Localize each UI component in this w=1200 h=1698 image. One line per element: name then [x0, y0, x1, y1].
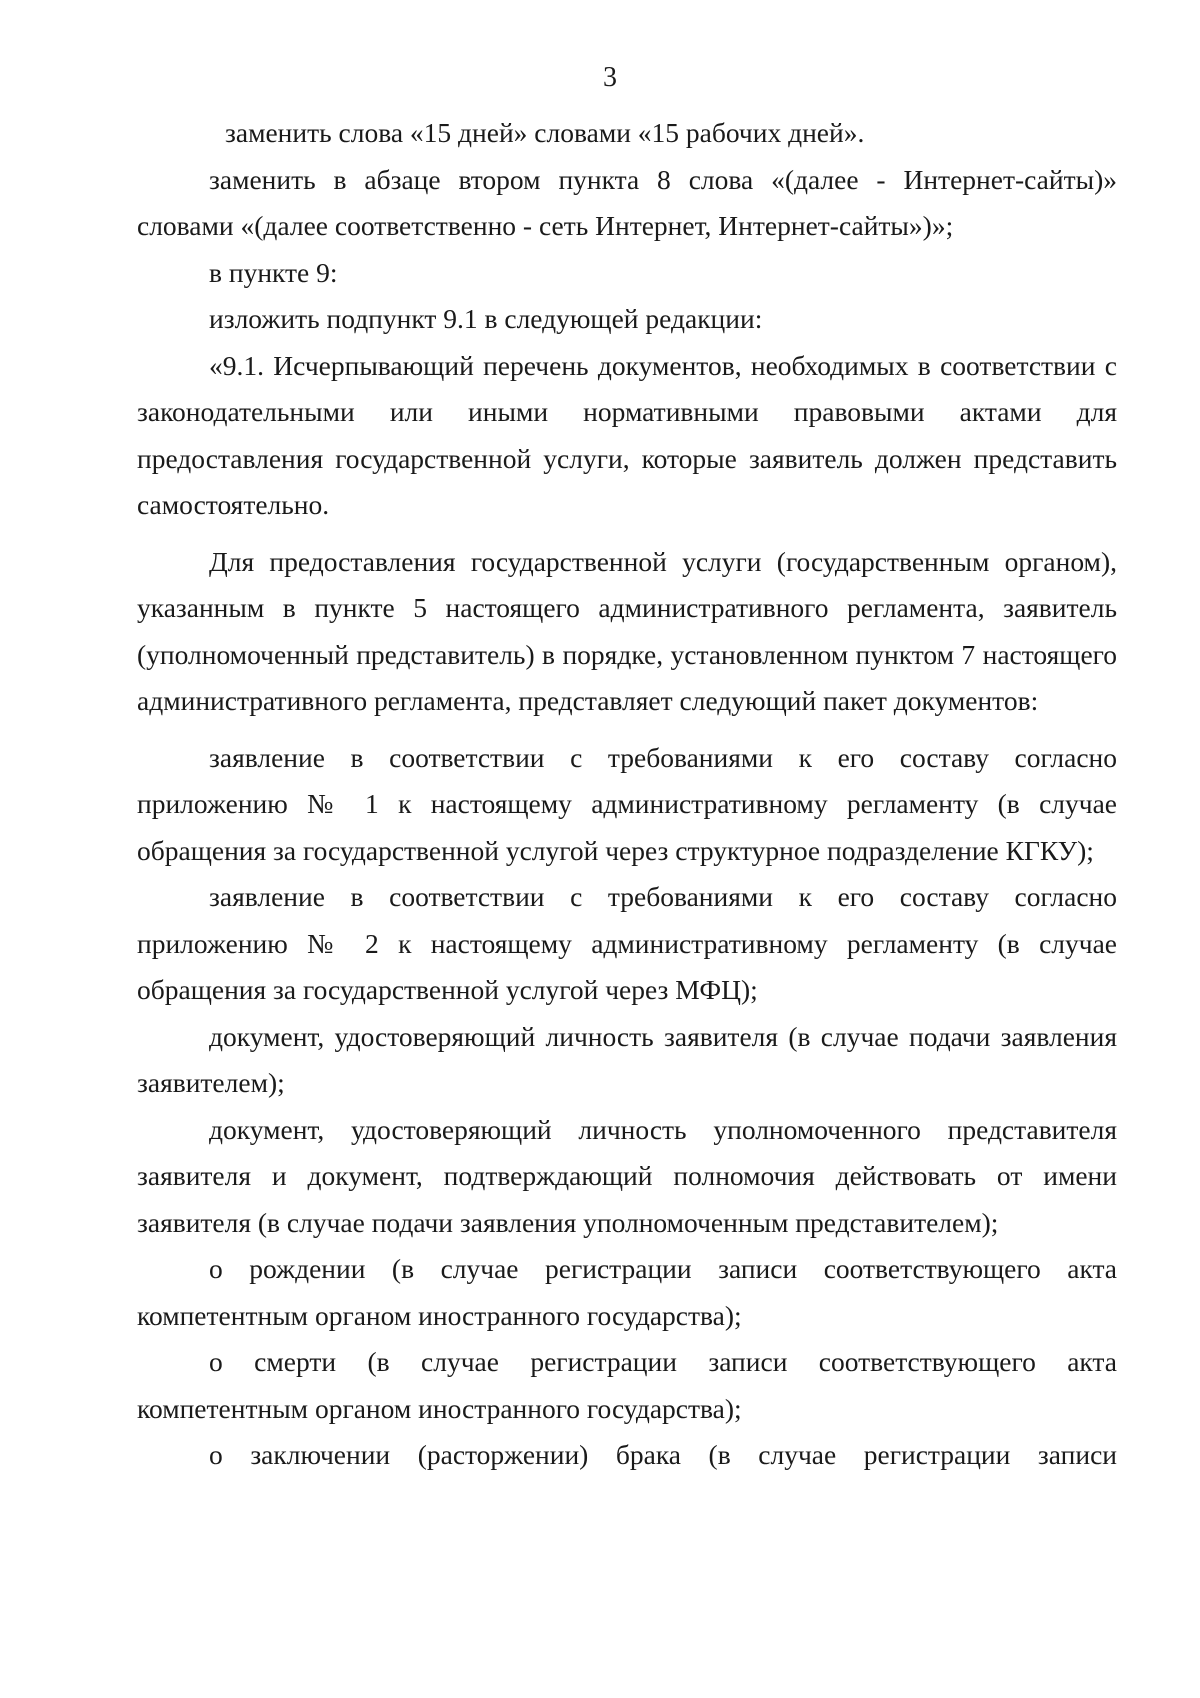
paragraph-13: о заключении (расторжении) брака (в случае регистрации записи: [209, 1439, 1117, 1470]
document-body: [137, 110, 1117, 1479]
paragraph-2: заменить в абзаце втором пункта 8 слова «(далее - Интернет-сайты)» словами «(далее соответственно - сеть Интернет, Интернет-сайты»)»;: [137, 163, 1117, 241]
paragraph-4: изложить подпункт 9.1 в следующей редакции:: [209, 303, 763, 334]
paragraph-12: о смерти (в случае регистрации записи соответствующего акта компетентным органом иностранного государства);: [137, 1346, 1117, 1424]
paragraph-5: «9.1. Исчерпывающий перечень документов, необходимых в соответствии с законодательными или иными нормативными правовыми актами для предоставления государственной услуги, которые заявитель должен представить самостоятельно.: [137, 349, 1117, 520]
paragraph-8: заявление в соответствии с требованиями к его составу согласно приложению № 2 к настоящему административному регламенту (в случае обращения за государственной услугой через МФЦ);: [137, 881, 1117, 1005]
paragraph-1: заменить слова «15 дней» словами «15 рабочих дней».: [225, 117, 865, 148]
paragraph-7: заявление в соответствии с требованиями к его составу согласно приложению № 1 к настоящему административному регламенту (в случае обращения за государственной услугой через структурное подразделение КГКУ);: [137, 741, 1117, 866]
paragraph-10: документ, удостоверяющий личность уполномоченного представителя заявителя и документ, подтверждающий полномочия действовать от имени заявителя (в случае подачи заявления уполномоченным представителем);: [137, 1113, 1117, 1238]
page-number: 3: [603, 62, 617, 93]
paragraph-6: Для предоставления государственной услуги (государственным органом), указанным в пункте 5 настоящего административного регламента, заявитель (уполномоченный представитель) в порядке, установленном пунктом 7 настоящего административного регламента, представляет следующий пакет документов:: [137, 545, 1117, 716]
paragraph-9: документ, удостоверяющий личность заявителя (в случае подачи заявления заявителем);: [137, 1020, 1117, 1098]
paragraph-3: в пункте 9:: [209, 256, 338, 288]
paragraph-11: о рождении (в случае регистрации записи соответствующего акта компетентным органом иностранного государства);: [137, 1253, 1117, 1331]
